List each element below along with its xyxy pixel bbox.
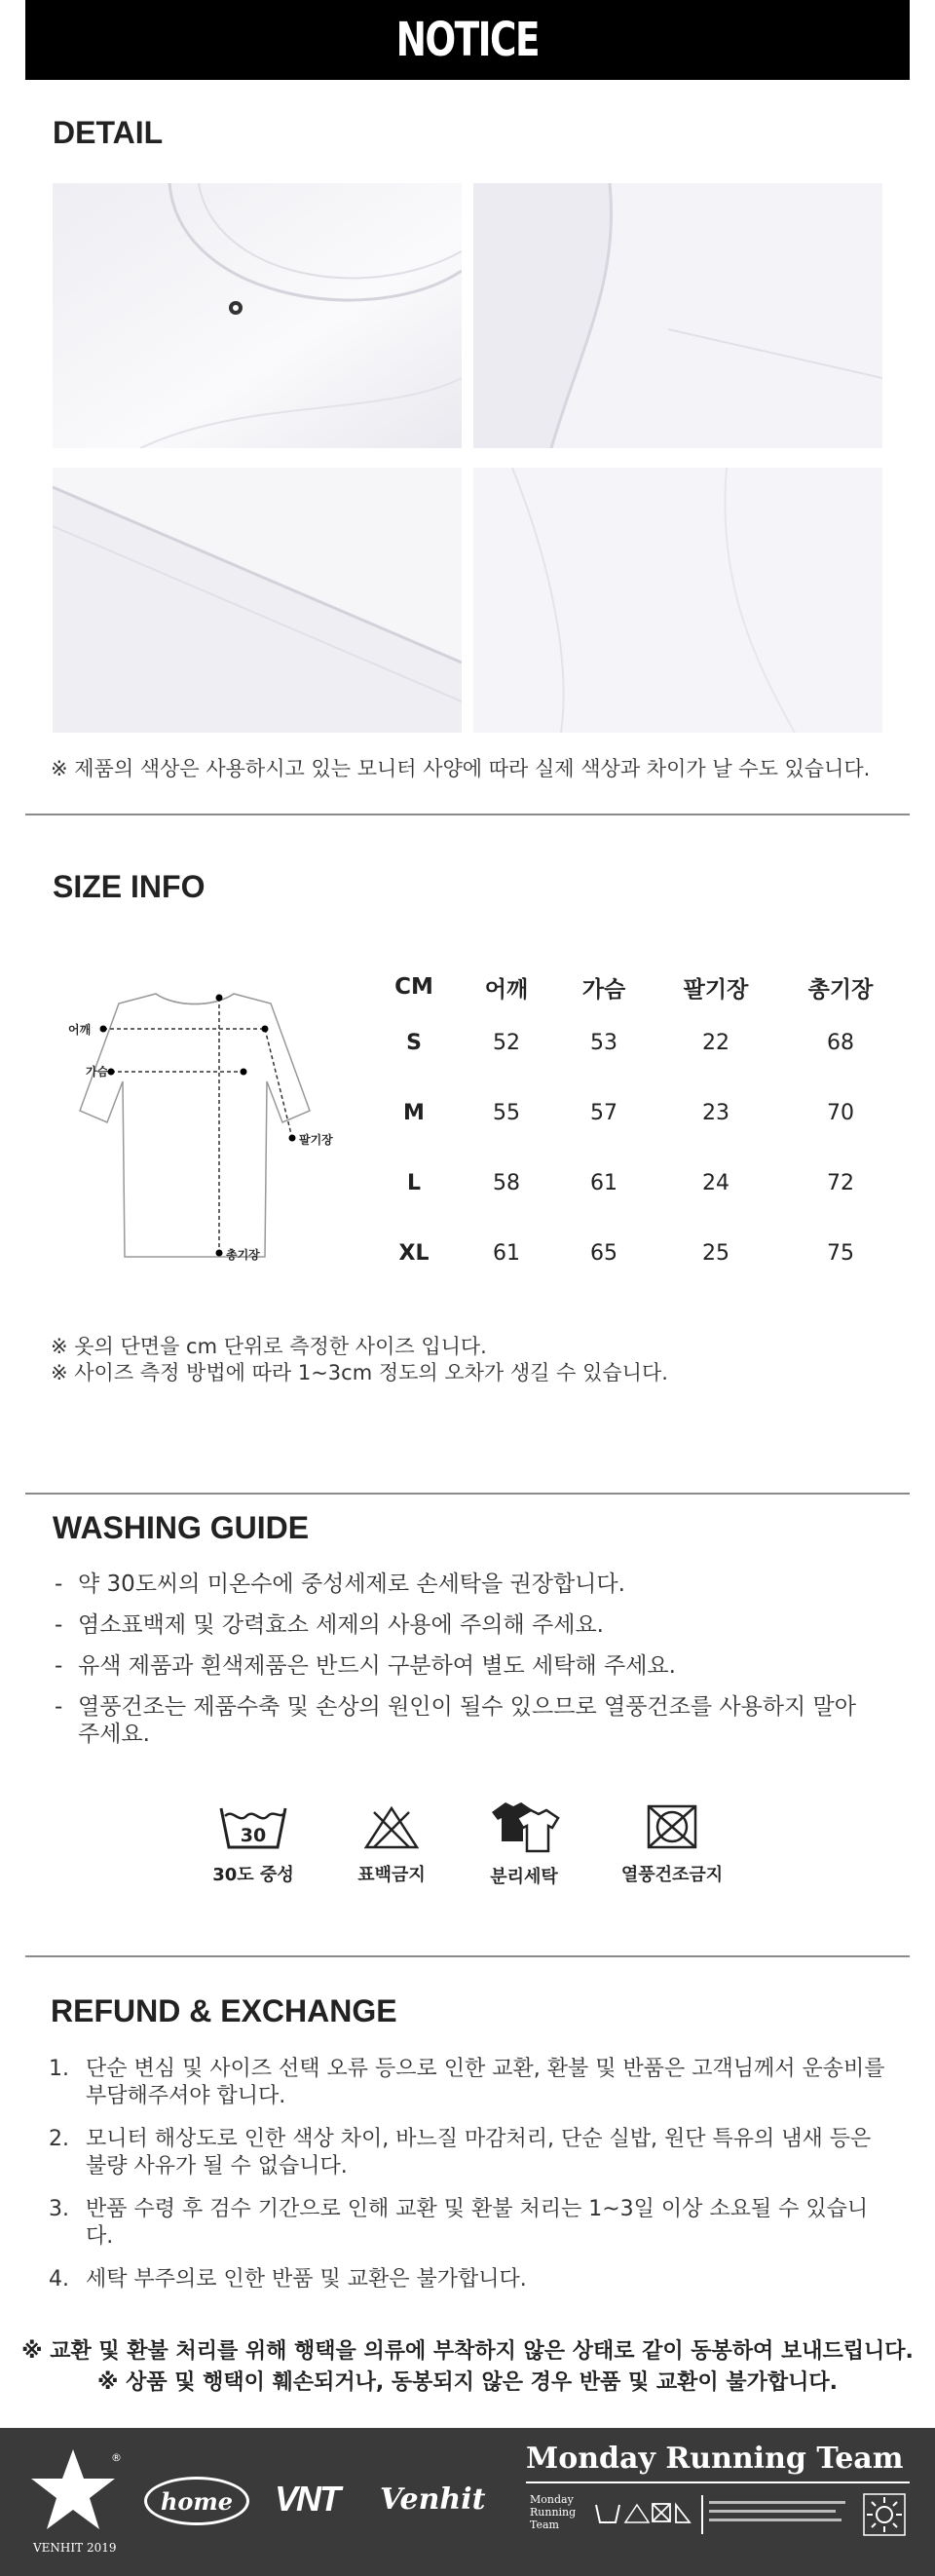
- star-logo-icon: [29, 2445, 117, 2533]
- list-number: 1.: [49, 2057, 69, 2081]
- registered-mark: ®: [111, 2451, 122, 2464]
- no-tumble-dry-item: [614, 1802, 730, 1886]
- washing-heading: WASHING GUIDE: [53, 1510, 310, 1545]
- list-item: [49, 2196, 886, 2251]
- size-note-1: ※ 옷의 단면을 cm 단위로 측정한 사이즈 입니다.: [51, 1335, 487, 1358]
- size-diagram: [58, 974, 351, 1267]
- separate-wash-icon: [488, 1799, 560, 1853]
- list-item-text: 약 30도씨의 미온수에 중성세제로 손세탁을 권장합니다.: [78, 1572, 625, 1597]
- divider: [25, 1955, 910, 1957]
- mrt-brand: [526, 2442, 910, 2544]
- venhit-star-logo: [29, 2445, 127, 2562]
- dash: -: [55, 1653, 63, 1679]
- size-header-shoulder: 어깨: [484, 976, 529, 1003]
- list-item: [49, 2266, 886, 2293]
- table-row: [370, 1218, 902, 1288]
- list-item: [55, 1693, 873, 1748]
- size-info-heading: SIZE INFO: [53, 869, 206, 904]
- list-item-text: 모니터 해상도로 인한 색상 차이, 바느질 마감처리, 단순 실밥, 원단 특유의 냄새 등은 불량 사유가 될 수 없습니다.: [86, 2127, 872, 2178]
- no-tumble-dry-label: 열풍건조금지: [620, 1865, 724, 1885]
- mrt-underline: [526, 2481, 910, 2483]
- wash-30-label: 30도 중성: [212, 1865, 294, 1885]
- mrt-fine-print: [701, 2495, 855, 2534]
- size-header-chest: 가슴: [581, 976, 626, 1003]
- size-note-2: ※ 사이즈 측정 방법에 따라 1~3cm 정도의 오차가 생길 수 있습니다.: [51, 1361, 668, 1384]
- vnt-logo: VNT: [275, 2479, 339, 2519]
- diagram-label-sleeve: 팔기장: [299, 1133, 333, 1147]
- dash: -: [55, 1694, 63, 1720]
- home-logo: [144, 2477, 249, 2525]
- size-cell: M: [403, 1100, 425, 1125]
- list-item-text: 열풍건조는 제품수축 및 손상의 원인이 될수 있으므로 열풍건조를 사용하지 말아 주세요.: [78, 1694, 856, 1747]
- size-header-length: 총기장: [807, 976, 874, 1003]
- table-cell: 55: [493, 1100, 520, 1125]
- table-cell: 23: [702, 1100, 729, 1125]
- list-item: [49, 2126, 886, 2180]
- diagram-label-chest: 가슴: [86, 1065, 109, 1079]
- refund-list: [49, 2056, 886, 2309]
- table-cell: 53: [590, 1030, 617, 1055]
- size-header-sleeve: 팔기장: [683, 976, 749, 1003]
- refund-heading: REFUND & EXCHANGE: [51, 1993, 397, 2028]
- table-cell: 75: [827, 1240, 854, 1266]
- diagram-label-shoulder: 어깨: [68, 1023, 92, 1037]
- table-row: [370, 1148, 902, 1218]
- list-number: 3.: [49, 2197, 69, 2221]
- list-item-text: 염소표백제 및 강력효소 세제의 사용에 주의해 주세요.: [78, 1612, 604, 1638]
- table-cell: 52: [493, 1030, 520, 1055]
- size-cell: S: [406, 1030, 422, 1055]
- sun-emblem-icon: [863, 2493, 906, 2536]
- detail-photo-sleeve: [473, 183, 882, 448]
- size-table-header: [370, 966, 902, 1007]
- table-cell: 22: [702, 1030, 729, 1055]
- tshirt-outline-icon: [58, 974, 351, 1267]
- footer: [0, 2428, 935, 2576]
- venhit-logo: Venhit: [380, 2482, 486, 2517]
- list-item-text: 세탁 부주의로 인한 반품 및 교환은 불가합니다.: [86, 2267, 527, 2292]
- size-cell: L: [406, 1170, 422, 1195]
- table-row: [370, 1078, 902, 1148]
- list-item-text: 유색 제품과 흰색제품은 반드시 구분하여 별도 세탁해 주세요.: [78, 1653, 676, 1679]
- no-bleach-label: 표백금지: [357, 1865, 426, 1885]
- refund-warning-2: ※ 상품 및 행택이 훼손되거나, 동봉되지 않은 경우 반품 및 교환이 불가합니다.: [97, 2370, 838, 2395]
- table-cell: 61: [590, 1170, 617, 1195]
- wash-30-number: 30: [240, 1825, 267, 1846]
- list-item-text: 반품 수령 후 검수 기간으로 인해 교환 및 환불 처리는 1~3일 이상 소요될 수 있습니다.: [86, 2197, 869, 2249]
- diagram-label-length: 총기장: [226, 1248, 260, 1262]
- table-cell: 58: [493, 1170, 520, 1195]
- mrt-mini-logo: [530, 2493, 584, 2531]
- wash-30-item: [205, 1802, 302, 1886]
- table-cell: 57: [590, 1100, 617, 1125]
- dash: -: [55, 1612, 63, 1638]
- notice-title: NOTICE: [395, 13, 540, 67]
- table-cell: 61: [493, 1240, 520, 1266]
- list-item: [55, 1571, 873, 1598]
- no-bleach-item: [343, 1802, 440, 1886]
- mrt-mini-line: Monday: [530, 2493, 574, 2506]
- mrt-mini-line: Running: [530, 2506, 577, 2519]
- size-cell: XL: [398, 1240, 430, 1266]
- washing-list: [55, 1571, 873, 1762]
- list-item-text: 단순 변심 및 사이즈 선택 오류 등으로 인한 교환, 환불 및 반품은 고객님께서 운송비를 부담해주셔야 합니다.: [86, 2057, 885, 2108]
- separate-wash-item: [475, 1799, 573, 1888]
- mrt-mini-line: Team: [530, 2519, 559, 2531]
- list-item: [49, 2056, 886, 2110]
- divider: [25, 1493, 910, 1495]
- home-logo-text: home: [160, 2486, 234, 2516]
- mrt-title: Monday Running Team: [526, 2442, 904, 2476]
- table-cell: 65: [590, 1240, 617, 1266]
- table-row: [370, 1007, 902, 1078]
- size-table: [370, 966, 902, 1288]
- separate-wash-label: 분리세탁: [490, 1867, 558, 1887]
- detail-photo-hem: [53, 468, 462, 733]
- care-symbols-icon: [594, 2499, 692, 2526]
- list-number: 2.: [49, 2127, 69, 2151]
- mrt-tag: [526, 2491, 910, 2544]
- list-item: [55, 1611, 873, 1639]
- detail-heading: DETAIL: [53, 115, 164, 150]
- wash-30-icon: [217, 1802, 289, 1851]
- list-number: 4.: [49, 2267, 69, 2292]
- detail-color-note: ※ 제품의 색상은 사용하시고 있는 모니터 사양에 따라 실제 색상과 차이가 날 수도 있습니다.: [51, 757, 871, 780]
- table-cell: 24: [702, 1170, 729, 1195]
- refund-warning-1: ※ 교환 및 환불 처리를 위해 행택을 의류에 부착하지 않은 상태로 같이 동봉하여 보내드립니다.: [21, 2339, 914, 2364]
- detail-photo-fabric: [473, 468, 882, 733]
- list-item: [55, 1652, 873, 1680]
- table-cell: 70: [827, 1100, 854, 1125]
- notice-banner: [25, 0, 910, 80]
- table-cell: 68: [827, 1030, 854, 1055]
- table-cell: 25: [702, 1240, 729, 1266]
- detail-photo-collar: [53, 183, 462, 448]
- venhit-2019-text: VENHIT 2019: [33, 2541, 117, 2555]
- divider: [25, 814, 910, 815]
- no-bleach-icon: [360, 1802, 423, 1851]
- no-tumble-dry-icon: [643, 1802, 701, 1851]
- size-header-cm: CM: [394, 974, 433, 1000]
- table-cell: 72: [827, 1170, 854, 1195]
- dash: -: [55, 1572, 63, 1597]
